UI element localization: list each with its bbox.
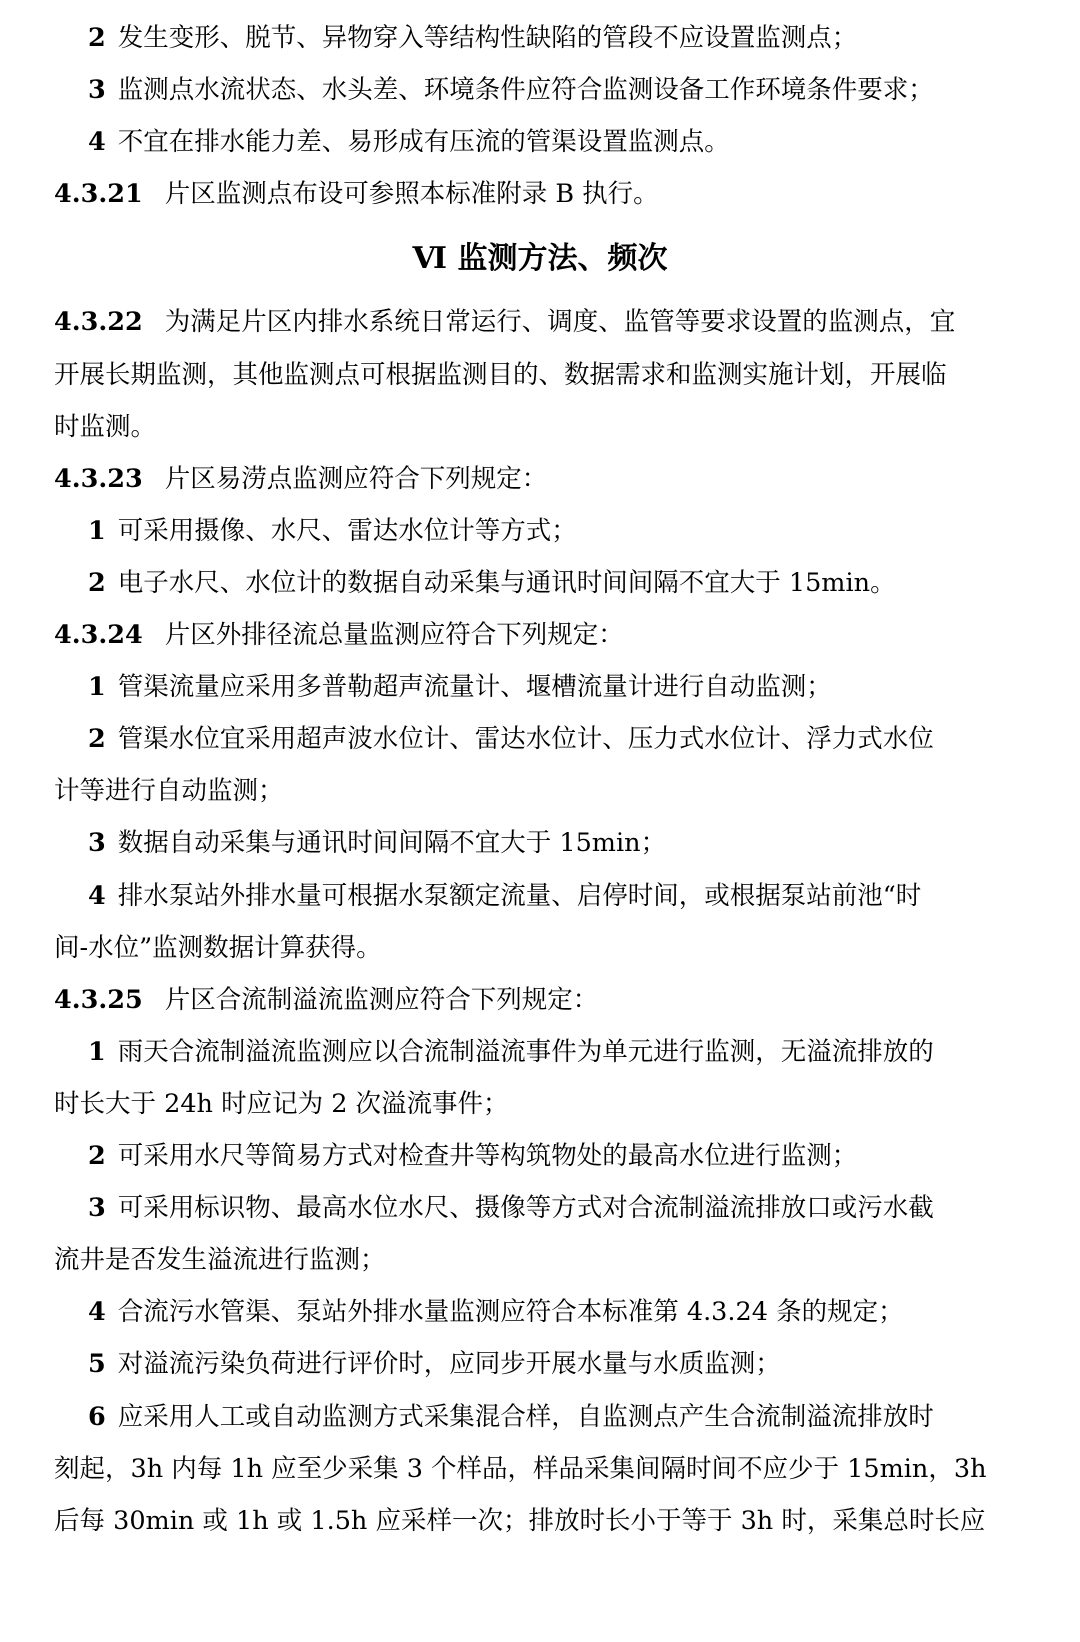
line-text: 管渠水位宜采用超声波水位计、雷达水位计、压力式水位计、浮力式水位 (117, 724, 934, 755)
clause-line (54, 410, 156, 444)
item-number: 2 (88, 1141, 106, 1171)
line-text: 刻起，3h 内每 1h 应至少采集 3 个样品，样品采集间隔时间不应少于 15min，3h (54, 1453, 987, 1484)
item-number: 1 (88, 515, 106, 546)
list-item-line (88, 21, 857, 55)
list-item-line (88, 1400, 934, 1434)
clause-number: 4.3.21 (54, 179, 143, 210)
line-text: 排水泵站外排水量可根据水泵额定流量、启停时间，或根据泵站前池“时 (117, 880, 922, 911)
clause-number: 4.3.23 (54, 463, 143, 494)
line-text: 间-水位”监测数据计算获得。 (54, 932, 382, 963)
clause-line (54, 305, 955, 339)
list-item-line (54, 1243, 386, 1277)
line-text: 应采用人工或自动监测方式采集混合样，自监测点产生合流制溢流排放时 (117, 1401, 934, 1432)
item-number: 1 (88, 1036, 106, 1067)
line-text: 片区易涝点监测应符合下列规定： (164, 463, 548, 494)
line-text: 可采用摄像、水尺、雷达水位计等方式； (117, 515, 577, 546)
line-text: 监测点水流状态、水头差、环境条件应符合监测设备工作环境条件要求； (117, 75, 934, 106)
section-heading: Ⅵ 监测方法、频次 (412, 241, 668, 277)
line-text: 对溢流污染负荷进行评价时，应同步开展水量与水质监测； (117, 1349, 781, 1380)
list-item-line (54, 1504, 985, 1538)
item-number: 3 (88, 828, 106, 859)
line-text: 片区监测点布设可参照本标准附录 B 执行。 (164, 179, 659, 210)
item-number: 2 (88, 567, 106, 598)
item-number: 2 (88, 23, 106, 53)
list-item-line (88, 566, 896, 600)
clause-number: 4.3.25 (54, 984, 143, 1015)
list-item-line (88, 722, 934, 756)
list-item-line (88, 1347, 781, 1381)
line-text: 流井是否发生溢流进行监测； (54, 1245, 386, 1276)
item-number: 3 (88, 75, 106, 106)
list-item-line (54, 1452, 987, 1486)
list-item-line (88, 1295, 904, 1329)
list-item-line (88, 125, 730, 159)
line-text: 不宜在排水能力差、易形成有压流的管渠设置监测点。 (117, 127, 730, 158)
line-text: 可采用标识物、最高水位水尺、摄像等方式对合流制溢流排放口或污水截 (117, 1193, 934, 1224)
clause-line (54, 358, 947, 392)
line-text: 发生变形、脱节、异物穿入等结构性缺陷的管段不应设置监测点； (117, 23, 858, 53)
list-item-line (88, 879, 921, 913)
line-text: 雨天合流制溢流监测应以合流制溢流事件为单元进行监测，无溢流排放的 (117, 1036, 934, 1067)
list-item-line (88, 1035, 934, 1069)
list-item-line (88, 1191, 934, 1225)
clause-number: 4.3.22 (54, 307, 143, 338)
list-item-line (54, 774, 284, 808)
line-text: 片区外排径流总量监测应符合下列规定： (164, 620, 624, 650)
line-text: 为满足片区内排水系统日常运行、调度、监管等要求设置的监测点，宜 (164, 307, 956, 338)
clause-line (54, 618, 624, 652)
line-text: 电子水尺、水位计的数据自动采集与通讯时间间隔不宜大于 15min。 (117, 567, 896, 598)
line-text: 管渠流量应采用多普勒超声流量计、堰槽流量计进行自动监测； (117, 672, 832, 703)
clause-line (54, 177, 659, 211)
clause-line (54, 983, 598, 1017)
list-item-line (54, 1087, 509, 1121)
list-item-line (88, 826, 666, 860)
item-number: 2 (88, 724, 106, 755)
line-text: 计等进行自动监测； (54, 776, 284, 807)
item-number: 4 (88, 127, 106, 158)
list-item-line (88, 73, 934, 107)
clause-number: 4.3.24 (54, 620, 143, 650)
list-item-line (54, 931, 382, 965)
item-number: 1 (88, 672, 106, 703)
line-text: 后每 30min 或 1h 或 1.5h 应采样一次；排放时长小于等于 3h 时，采集总时长应 (54, 1505, 986, 1536)
list-item-line (88, 670, 832, 704)
line-text: 片区合流制溢流监测应符合下列规定： (164, 984, 599, 1015)
line-text: 开展长期监测，其他监测点可根据监测目的、数据需求和监测实施计划，开展临 (54, 359, 947, 390)
line-text: 数据自动采集与通讯时间间隔不宜大于 15min； (117, 828, 667, 859)
item-number: 5 (88, 1349, 106, 1380)
item-number: 3 (88, 1193, 106, 1224)
line-text: 可采用水尺等简易方式对检查井等构筑物处的最高水位进行监测； (117, 1141, 858, 1171)
item-number: 4 (88, 880, 106, 911)
list-item-line (88, 514, 577, 548)
list-item-line (88, 1139, 857, 1173)
item-number: 6 (88, 1401, 106, 1432)
line-text: 合流污水管渠、泵站外排水量监测应符合本标准第 4.3.24 条的规定； (117, 1297, 904, 1328)
line-text: 时长大于 24h 时应记为 2 次溢流事件； (54, 1088, 509, 1119)
item-number: 4 (88, 1297, 106, 1328)
line-text: 时监测。 (54, 411, 157, 442)
clause-line (54, 462, 547, 496)
